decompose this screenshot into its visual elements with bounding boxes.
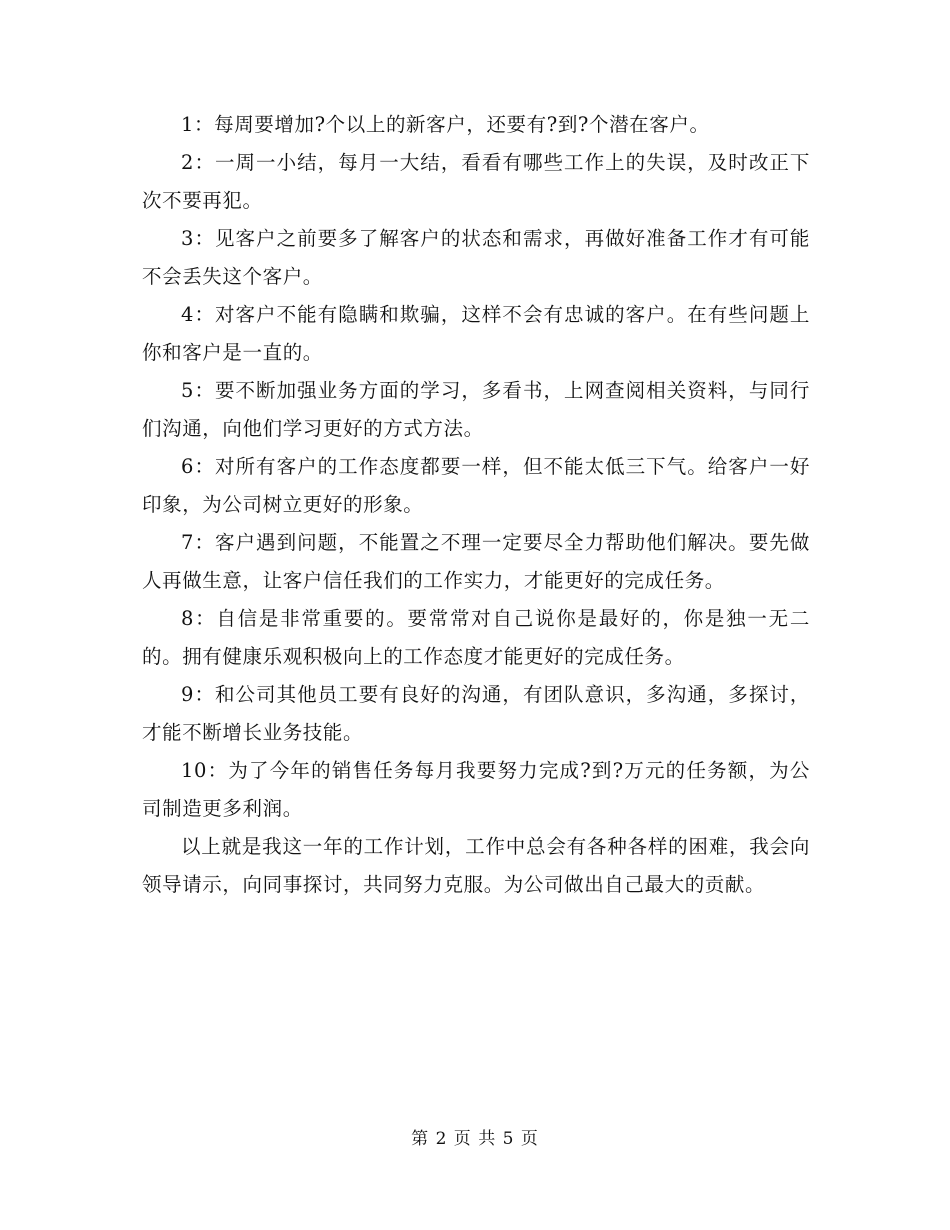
paragraph-6: 6：对所有客户的工作态度都要一样，但不能太低三下气。给客户一好印象，为公司树立更好的形象。 bbox=[142, 455, 810, 516]
paragraph-5: 5：要不断加强业务方面的学习，多看书，上网查阅相关资料，与同行们沟通，向他们学习更好的方式方法。 bbox=[142, 379, 810, 440]
paragraph-10: 10：为了今年的销售任务每月我要努力完成?到?万元的任务额，为公司制造更多利润。 bbox=[142, 759, 810, 820]
paragraph-7: 7：客户遇到问题，不能置之不理一定要尽全力帮助他们解决。要先做人再做生意，让客户信任我们的工作实力，才能更好的完成任务。 bbox=[142, 531, 810, 592]
paragraph-9: 9：和公司其他员工要有良好的沟通，有团队意识，多沟通，多探讨，才能不断增长业务技能。 bbox=[142, 683, 810, 744]
paragraph-2: 2：一周一小结，每月一大结，看看有哪些工作上的失误，及时改正下次不要再犯。 bbox=[142, 151, 810, 212]
paragraph-1: 1：每周要增加?个以上的新客户，还要有?到?个潜在客户。 bbox=[181, 113, 710, 136]
document-body bbox=[142, 106, 810, 904]
closing-paragraph: 以上就是我这一年的工作计划，工作中总会有各种各样的困难，我会向领导请示，向同事探讨，共同努力克服。为公司做出自己最大的贡献。 bbox=[142, 835, 810, 896]
paragraph-4: 4：对客户不能有隐瞒和欺骗，这样不会有忠诚的客户。在有些问题上你和客户是一直的。 bbox=[142, 303, 810, 364]
page-number-footer: 第 2 页 共 5 页 bbox=[411, 1129, 539, 1149]
paragraph-3: 3：见客户之前要多了解客户的状态和需求，再做好准备工作才有可能不会丢失这个客户。 bbox=[142, 227, 810, 288]
paragraph-8: 8：自信是非常重要的。要常常对自己说你是最好的，你是独一无二的。拥有健康乐观积极向上的工作态度才能更好的完成任务。 bbox=[142, 607, 810, 668]
